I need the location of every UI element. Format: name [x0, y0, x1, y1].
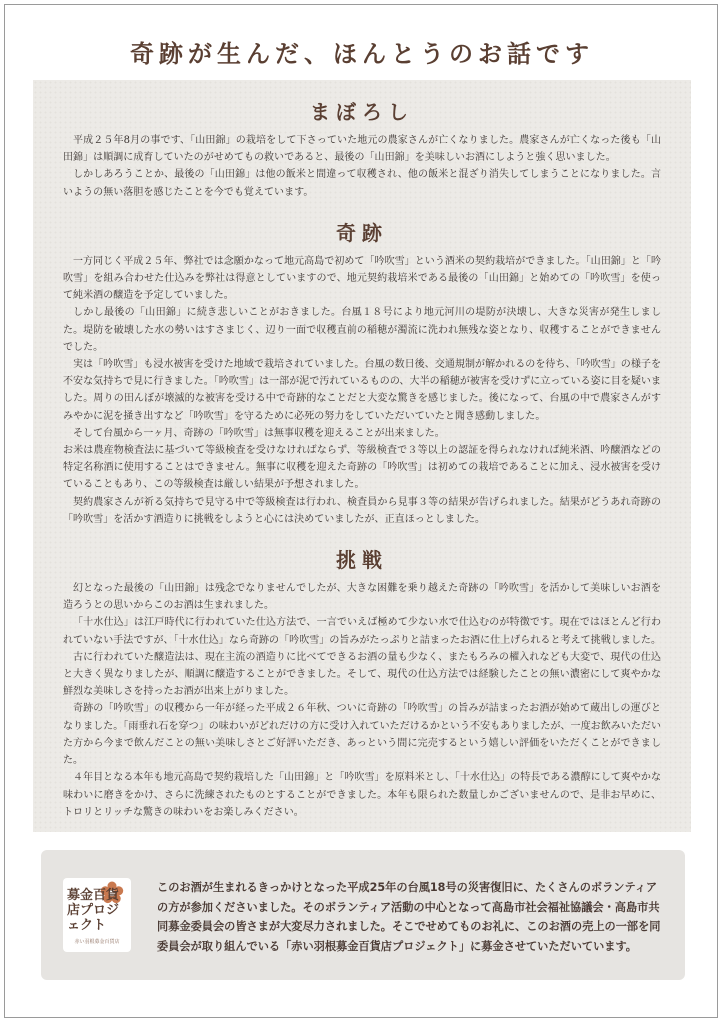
paragraph: そして台風から一ヶ月、奇跡の「吟吹雪」は無事収穫を迎えることが出来ました。: [73, 427, 445, 439]
paragraph: お米は農産物検査法に基づいて等級検査を受けなければならず、等級検査で３等以上の認証を得られなければ純米酒、吟醸酒などの特定名称酒に使用することはできません。無事に収穫を迎えた奇跡の「吟吹雪」は初めての栽培であることに加え、浸水被害を受けていることもあり、この等級検査は厳しい結果が予想されました。: [63, 445, 661, 491]
logo-text: 募金百貨店プロジェクト: [67, 888, 120, 933]
section-heading: 奇跡: [336, 220, 388, 245]
story-panel: [33, 80, 691, 832]
section-chousen: [63, 544, 661, 821]
paragraph: 「十水仕込」は江戸時代に行われていた仕込方法で、一言でいえば極めて少ない水で仕込むのが特徴です。現在ではほとんど行われていない手法ですが、「十水仕込」なら奇跡の「吟吹雪」の旨みがたっぷりと詰まったお酒に仕上げられると考えて挑戦しました。: [63, 617, 661, 646]
paragraph: ４年目となる本年も地元高島で契約栽培した「山田錦」と「吟吹雪」を原料米とし、「十水仕込」の特長である濃醇にして爽やかな味わいに磨きをかけ、さらに洗練されたものとすることができました。本年も限られた数量しかございませんので、是非お早めに、トロリとリッチな驚きの味わいをお楽しみください。: [63, 772, 661, 818]
page-title: 奇跡が生んだ、ほんとうのお話です: [130, 39, 594, 68]
section-kiseki: [63, 217, 661, 528]
paragraph: しかしあろうことか、最後の「山田錦」は他の飯米と間違って収穫され、他の飯米と混ざり消失してしまうことになりました。言いようの無い落胆を感じたことを今でも覚えています。: [63, 169, 661, 198]
paragraph: 奇跡の「吟吹雪」の収穫から一年が経った平成２６年秋、ついに奇跡の「吟吹雪」の旨みが詰まったお酒が始めて蔵出しの運びとなりました。「雨垂れ石を穿つ」の味わいがどれだけの方に受け入れていただけるかという不安もありましたが、一度お飲みいただいた方から今まで飲んだことの無い美味しさとご好評いただき、あっという間に完売するという嬉しい評価をいただくことができました。: [63, 703, 661, 767]
project-logo: [63, 878, 131, 952]
section-heading: 挑戦: [336, 548, 388, 573]
paragraph: 平成２５年8月の事です、「山田錦」の栽培をして下さっていた地元の農家さんが亡くなりました。農家さんが亡くなった後も「山田錦」は順調に成育していたのがせめてもの救いであると、最後の「山田錦」を美味しいお酒にしようと強く思いました。: [63, 135, 661, 164]
logo-subtext: 赤い羽根募金百貨店: [74, 939, 120, 945]
section-maboroshi: [63, 96, 661, 201]
donation-text: このお酒が生まれるきっかけとなった平成25年の台風18号の災害復旧に、たくさんのボランティアの方が参加くださいました。そのボランティア活動の中心となって高島市社会福祉協議会・高島市共同募金委員会の皆さまが大変尽力されました。そこでせめてものお礼に、このお酒の売上の一部を同委員会が取り組んでいる「赤い羽根募金百貨店プロジェクト」に募金させていただいています。: [157, 881, 661, 953]
paragraph: 古に行われていた醸造法は、現在主流の酒造りに比べてできるお酒の量も少なく、またもろみの櫂入れなども大変で、現代の仕込と大きく異なりましたが、順調に醸造することができました。そして、現代の仕込方法では経験したことの無い濃密にして爽やかな鮮烈な美味しさを持ったお酒が出来上がりました。: [63, 651, 661, 698]
section-heading: まぼろし: [310, 100, 414, 124]
paragraph: 一方同じく平成２５年、弊社では念願かなって地元高島で初めて「吟吹雪」という酒米の契約栽培ができました。「山田錦」と「吟吹雪」を組み合わせた仕込みを弊社は得意としていますので、地元契約栽培米である最後の「山田錦」と始めての「吟吹雪」を使って純米酒の醸造を予定していました。: [63, 255, 661, 302]
paragraph: 実は「吟吹雪」も浸水被害を受けた地域で栽培されていました。台風の数日後、交通規制が解かれるのを待ち、「吟吹雪」の様子を不安な気持ちで見に行きました。「吟吹雪」は一部が泥で汚れているものの、大半の稲穂が被害を受けずに立っている姿に目を疑いました。周りの田んぼが壊滅的な被害を受ける中で奇跡的なことだと大変な驚きを感じました。後になって、台風の中で農家さんがすみやかに泥を掻き出すなど「吟吹雪」を守るために必死の努力をしていただいていたと聞き感動しました。: [63, 359, 661, 422]
paragraph: 契約農家さんが祈る気持ちで見守る中で等級検査は行われ、検査員から見事３等の結果が告げられました。結果がどうあれ奇跡の「吟吹雪」を活かす酒造りに挑戦をしようと心には決めていましたが、正直ほっとしました。: [63, 496, 661, 525]
donation-notice: [41, 850, 685, 980]
paragraph: しかし最後の「山田錦」に続き悲しいことがおきました。台風１８号により地元河川の堤防が決壊し、大きな災害が発生しました。堤防を破壊した水の勢いはすさまじく、辺り一面で収穫直前の稲穂が濁流に洗われ無残な姿となり、収穫することができませんでした。: [63, 307, 661, 353]
paragraph: 幻となった最後の「山田錦」は残念でなりませんでしたが、大きな困難を乗り越えた奇跡の「吟吹雪」を活かして美味しいお酒を造ろうとの思いからこのお酒は生まれました。: [63, 583, 661, 612]
